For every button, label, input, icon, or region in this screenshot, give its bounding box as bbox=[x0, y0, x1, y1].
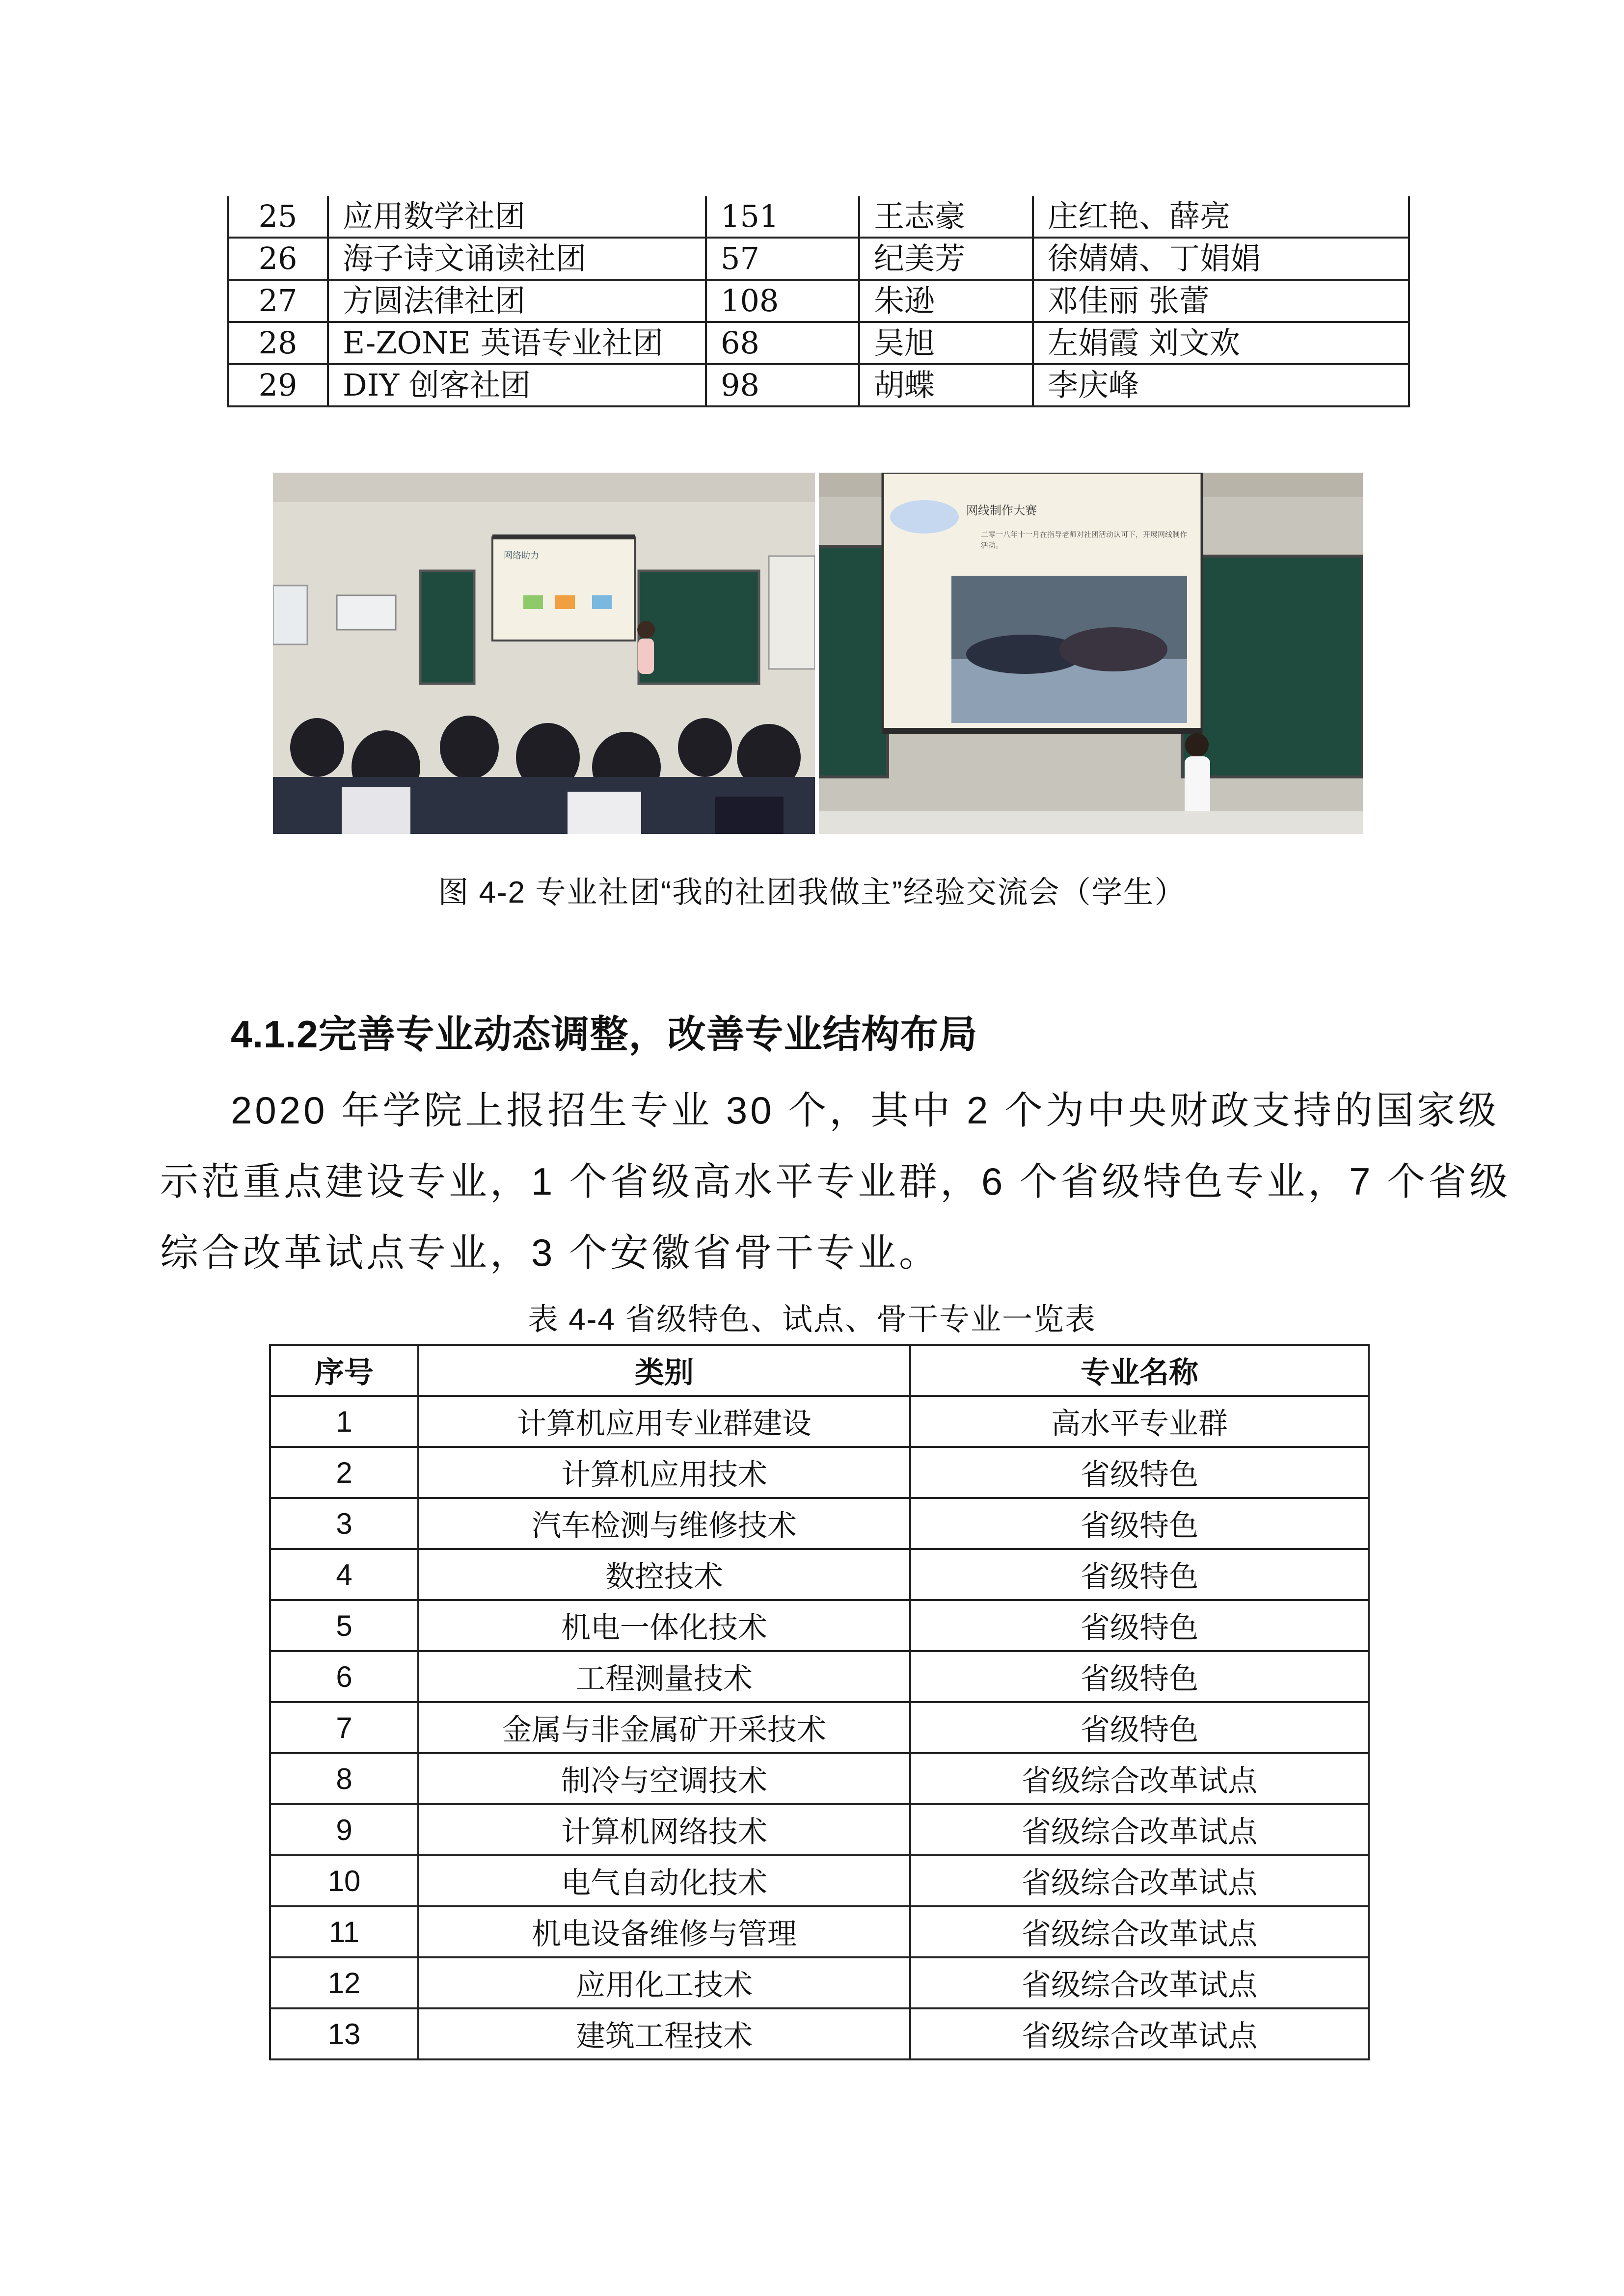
major-name: 省级综合改革试点 bbox=[910, 2008, 1369, 2059]
club-name: DIY 创客社团 bbox=[328, 364, 706, 406]
club-table bbox=[227, 196, 1410, 407]
row-index: 1 bbox=[270, 1396, 418, 1447]
major-category: 建筑工程技术 bbox=[418, 2008, 910, 2059]
row-index: 12 bbox=[270, 1957, 418, 2008]
club-meeting-photo-left bbox=[273, 473, 815, 834]
club-name: 海子诗文诵读社团 bbox=[328, 238, 706, 280]
row-index: 6 bbox=[270, 1651, 418, 1702]
paragraph-line-2: 示范重点建设专业，1 个省级高水平专业群，6 个省级特色专业，7 个省级 bbox=[160, 1160, 1511, 1203]
club-advisors: 邓佳丽 张蕾 bbox=[1033, 280, 1409, 322]
major-name: 省级综合改革试点 bbox=[910, 1957, 1369, 2008]
table-row bbox=[270, 1549, 1369, 1600]
member-count: 57 bbox=[706, 238, 859, 280]
row-index: 13 bbox=[270, 2008, 418, 2059]
major-category: 汽车检测与维修技术 bbox=[418, 1498, 910, 1549]
table-row bbox=[270, 1702, 1369, 1753]
table-row bbox=[270, 1600, 1369, 1651]
majors-table bbox=[269, 1344, 1370, 2060]
major-name: 省级特色 bbox=[910, 1702, 1369, 1753]
major-name: 省级特色 bbox=[910, 1600, 1369, 1651]
major-category: 金属与非金属矿开采技术 bbox=[418, 1702, 910, 1753]
major-category: 机电设备维修与管理 bbox=[418, 1906, 910, 1957]
table-row bbox=[270, 1906, 1369, 1957]
table-caption: 表 4-4 省级特色、试点、骨干专业一览表 bbox=[527, 1303, 1097, 1336]
table-row bbox=[270, 1804, 1369, 1855]
major-name: 省级综合改革试点 bbox=[910, 1906, 1369, 1957]
slide-1-title: 网络助力 bbox=[504, 551, 539, 561]
club-leader: 纪美芳 bbox=[859, 238, 1033, 280]
member-count: 98 bbox=[706, 364, 859, 406]
major-name: 省级特色 bbox=[910, 1549, 1369, 1600]
figure-caption: 图 4-2 专业社团“我的社团我做主”经验交流会（学生） bbox=[438, 876, 1186, 909]
majors-table-header-row bbox=[270, 1345, 1369, 1396]
row-index: 8 bbox=[270, 1753, 418, 1804]
table-row bbox=[270, 1651, 1369, 1702]
club-leader: 吴旭 bbox=[859, 322, 1033, 364]
club-name: 应用数学社团 bbox=[328, 196, 706, 238]
row-index: 7 bbox=[270, 1702, 418, 1753]
club-leader: 朱逊 bbox=[859, 280, 1033, 322]
major-category: 工程测量技术 bbox=[418, 1651, 910, 1702]
club-number: 28 bbox=[228, 322, 328, 364]
presentation-illustration bbox=[819, 473, 1363, 834]
table-row bbox=[228, 322, 1409, 364]
club-leader: 胡蝶 bbox=[859, 364, 1033, 406]
major-category: 计算机网络技术 bbox=[418, 1804, 910, 1855]
table-row bbox=[270, 1957, 1369, 2008]
major-category: 制冷与空调技术 bbox=[418, 1753, 910, 1804]
major-name: 省级综合改革试点 bbox=[910, 1753, 1369, 1804]
member-count: 151 bbox=[706, 196, 859, 238]
club-number: 26 bbox=[228, 238, 328, 280]
row-index: 11 bbox=[270, 1906, 418, 1957]
table-row bbox=[228, 238, 1409, 280]
member-count: 68 bbox=[706, 322, 859, 364]
table-row bbox=[270, 1447, 1369, 1498]
major-category: 数控技术 bbox=[418, 1549, 910, 1600]
club-number: 25 bbox=[228, 196, 328, 238]
club-name: E-ZONE 英语专业社团 bbox=[328, 322, 706, 364]
club-advisors: 徐婧婧、丁娟娟 bbox=[1033, 238, 1409, 280]
table-row bbox=[228, 364, 1409, 406]
major-name: 高水平专业群 bbox=[910, 1396, 1369, 1447]
major-name: 省级特色 bbox=[910, 1651, 1369, 1702]
club-name: 方圆法律社团 bbox=[328, 280, 706, 322]
row-index: 5 bbox=[270, 1600, 418, 1651]
table-row bbox=[270, 1855, 1369, 1906]
table-row bbox=[270, 2008, 1369, 2059]
row-index: 9 bbox=[270, 1804, 418, 1855]
major-category: 计算机应用专业群建设 bbox=[418, 1396, 910, 1447]
major-name: 省级综合改革试点 bbox=[910, 1855, 1369, 1906]
major-name: 省级特色 bbox=[910, 1498, 1369, 1549]
club-advisors: 李庆峰 bbox=[1033, 364, 1409, 406]
table-row bbox=[228, 280, 1409, 322]
header-index: 序号 bbox=[270, 1345, 418, 1396]
table-row bbox=[270, 1498, 1369, 1549]
table-row bbox=[228, 196, 1409, 238]
row-index: 4 bbox=[270, 1549, 418, 1600]
club-leader: 王志豪 bbox=[859, 196, 1033, 238]
major-category: 机电一体化技术 bbox=[418, 1600, 910, 1651]
paragraph-line-1: 2020 年学院上报招生专业 30 个，其中 2 个为中央财政支持的国家级 bbox=[231, 1089, 1500, 1132]
table-row bbox=[270, 1396, 1369, 1447]
club-number: 27 bbox=[228, 280, 328, 322]
section-heading: 4.1.2完善专业动态调整，改善专业结构布局 bbox=[231, 1013, 978, 1056]
member-count: 108 bbox=[706, 280, 859, 322]
row-index: 3 bbox=[270, 1498, 418, 1549]
major-name: 省级综合改革试点 bbox=[910, 1804, 1369, 1855]
classroom-illustration bbox=[273, 473, 815, 834]
major-name: 省级特色 bbox=[910, 1447, 1369, 1498]
major-category: 应用化工技术 bbox=[418, 1957, 910, 2008]
paragraph-line-3: 综合改革试点专业，3 个安徽省骨干专业。 bbox=[160, 1231, 941, 1274]
table-row bbox=[270, 1753, 1369, 1804]
header-major-name: 专业名称 bbox=[910, 1345, 1369, 1396]
club-advisors: 庄红艳、薛亮 bbox=[1033, 196, 1409, 238]
major-category: 计算机应用技术 bbox=[418, 1447, 910, 1498]
major-category: 电气自动化技术 bbox=[418, 1855, 910, 1906]
club-advisors: 左娟霞 刘文欢 bbox=[1033, 322, 1409, 364]
club-meeting-photo-right bbox=[819, 473, 1363, 834]
club-number: 29 bbox=[228, 364, 328, 406]
slide-2-title: 网线制作大赛 bbox=[966, 504, 1037, 517]
slide-2-text: 二零一八年十一月在指导老师对社团活动认可下，开展网线制作活动。 bbox=[981, 530, 1187, 550]
row-index: 2 bbox=[270, 1447, 418, 1498]
row-index: 10 bbox=[270, 1855, 418, 1906]
header-category: 类别 bbox=[418, 1345, 910, 1396]
